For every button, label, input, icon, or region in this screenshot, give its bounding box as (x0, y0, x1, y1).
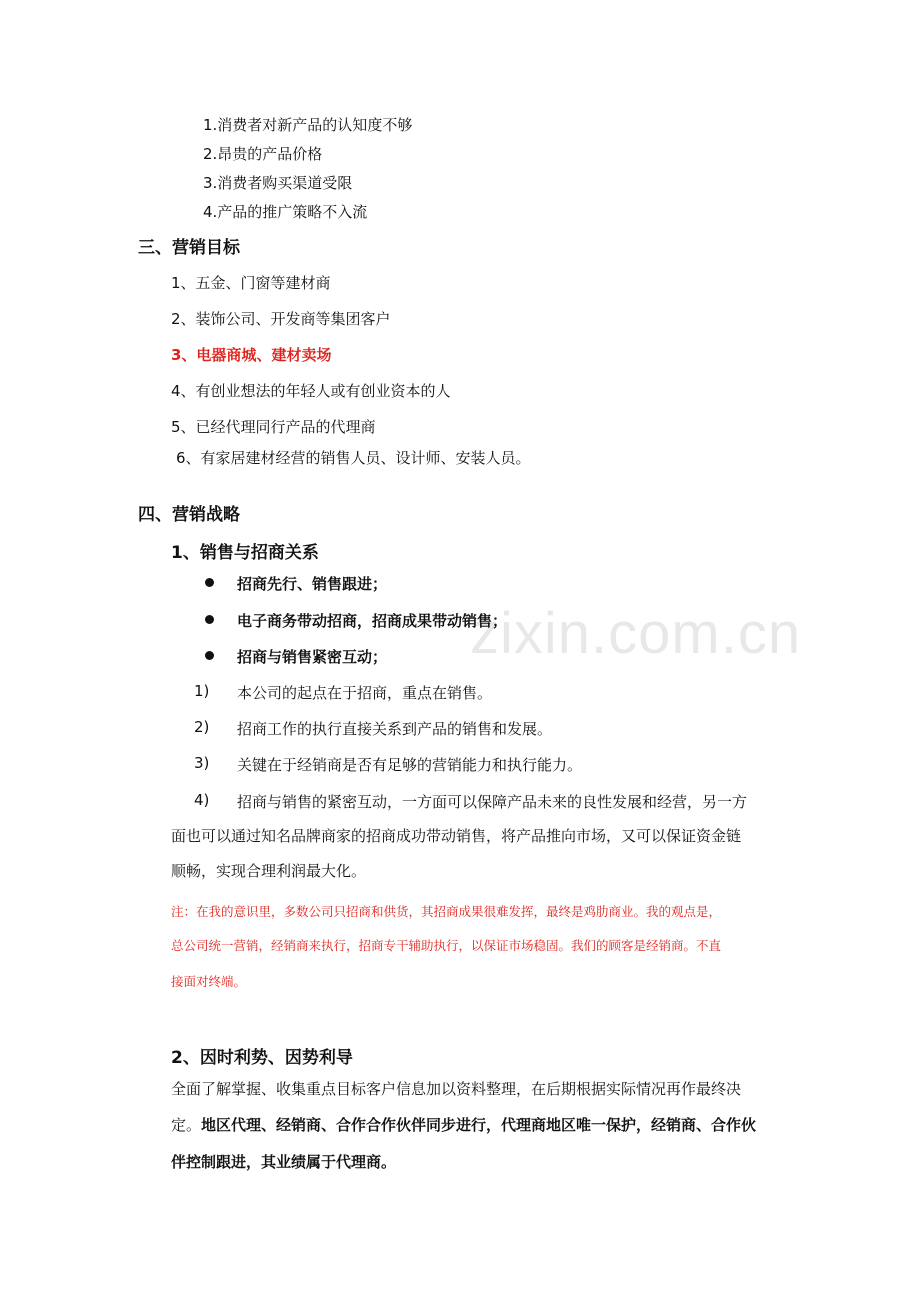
bullet-item-3: 招商与销售紧密互动； (237, 648, 388, 666)
bullet-item-2: 电子商务带动招商，招商成果带动销售； (237, 612, 508, 630)
point-number-4: 4) (194, 791, 210, 809)
target-item-1: 1、五金、门窗等建材商 (171, 274, 331, 292)
problem-item-4: 4.产品的推广策略不入流 (203, 203, 368, 221)
point-text-2: 招商工作的执行直接关系到产品的销售和发展。 (237, 720, 553, 738)
bullet-dot-icon (205, 578, 214, 587)
note-line-1: 注：在我的意识里，多数公司只招商和供货，其招商成果很难发挥，最终是鸡肋商业。我的观点是， (171, 904, 722, 919)
target-item-2: 2、装饰公司、开发商等集团客户 (171, 310, 391, 328)
target-item-5: 5、已经代理同行产品的代理商 (171, 418, 376, 436)
note-line-2: 总公司统一营销，经销商来执行，招商专干辅助执行，以保证市场稳固。我们的顾客是经销商。不直 (171, 938, 722, 953)
subsection-2-heading: 2、因时利势、因势利导 (171, 1048, 353, 1068)
paragraph-line-2-plain: 定。 (171, 1116, 202, 1134)
point-number-2: 2) (194, 718, 210, 736)
section3-heading: 三、营销目标 (138, 238, 240, 258)
bullet-item-1: 招商先行、销售跟进； (237, 575, 388, 593)
note-line-3: 接面对终端。 (171, 974, 247, 989)
paragraph-line-3: 伴控制跟进，其业绩属于代理商。 (171, 1153, 397, 1171)
point-number-1: 1) (194, 682, 210, 700)
section4-heading: 四、营销战略 (138, 505, 240, 525)
point-4-continuation-1: 面也可以通过知名品牌商家的招商成功带动销售，将产品推向市场，又可以保证资金链 (171, 827, 742, 845)
point-4-continuation-2: 顺畅，实现合理利润最大化。 (171, 862, 367, 880)
point-text-3: 关键在于经销商是否有足够的营销能力和执行能力。 (237, 756, 583, 774)
target-item-3: 3、电器商城、建材卖场 (171, 346, 332, 364)
paragraph-line-2-bold: 地区代理、经销商、合作合作伙伴同步进行，代理商地区唯一保护，经销商、合作伙 (201, 1116, 757, 1134)
point-text-1: 本公司的起点在于招商，重点在销售。 (237, 684, 493, 702)
paragraph-line-1: 全面了解掌握、收集重点目标客户信息加以资料整理，在后期根据实际情况再作最终决 (171, 1080, 742, 1098)
problem-item-3: 3.消费者购买渠道受限 (203, 174, 353, 192)
bullet-dot-icon (205, 651, 214, 660)
watermark: zixin.com.cn (470, 601, 802, 666)
subsection-1-heading: 1、销售与招商关系 (171, 543, 319, 563)
problem-item-1: 1.消费者对新产品的认知度不够 (203, 116, 413, 134)
point-text-4: 招商与销售的紧密互动，一方面可以保障产品未来的良性发展和经营，另一方 (237, 793, 748, 811)
problem-item-2: 2.昂贵的产品价格 (203, 145, 323, 163)
target-item-4: 4、有创业想法的年轻人或有创业资本的人 (171, 382, 451, 400)
paragraph-line-2 (171, 1114, 756, 1135)
bullet-dot-icon (205, 615, 214, 624)
target-item-6: 6、有家居建材经营的销售人员、设计师、安装人员。 (176, 449, 531, 467)
point-number-3: 3) (194, 754, 210, 772)
